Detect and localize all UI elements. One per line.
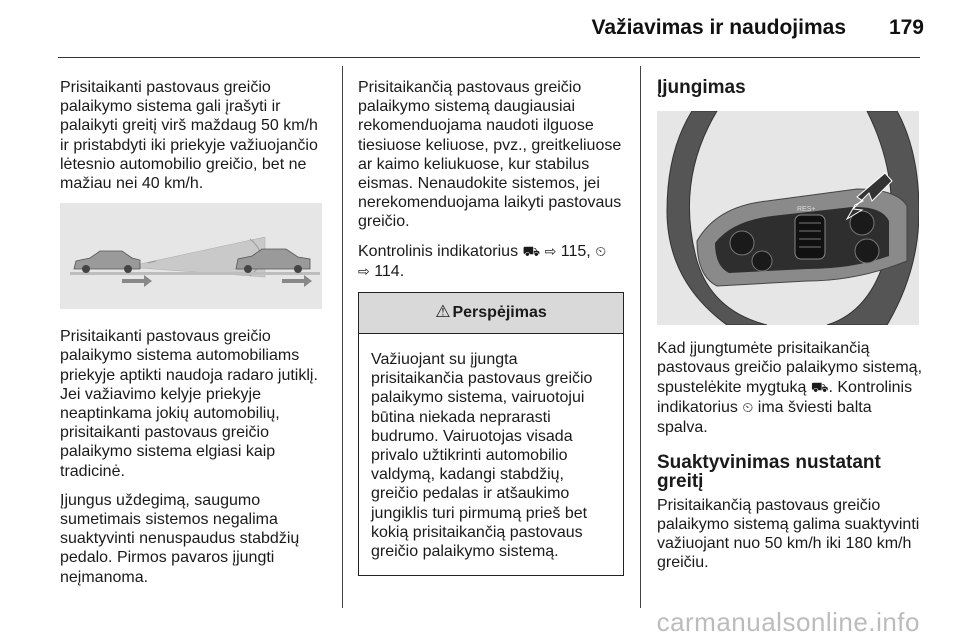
cruise-control-icon: ⏲ [742, 399, 754, 416]
paragraph: Prisitaikanti pastovaus greičio palaikymo sistema automobiliams priekyje aptikti naudoja radaro jutiklį. Jei važiavimo kelyje priekyje neaptinkama jokių automobilių, prisitaikanti pastovaus greičio palaikymo sistema elgiasi kaip tradicinė. [60, 328, 318, 480]
section-heading: Įjungimas [657, 77, 746, 98]
paragraph: Prisitaikančią pastovaus greičio palaikymo sistemą daugiausiai rekomenduojama naudoti ilguose tiesiuose keliuose, pvz., greitkeliuose ar kaimo keliukuose, kur stabilus eismas. Nenaudokite sistemos, jei nerekomenduojama laikyti pastovaus greičio. [358, 79, 622, 231]
watermark: carmanualsonline.info [656, 607, 920, 637]
column-3 [657, 78, 925, 582]
page-number: 179 [888, 16, 924, 39]
paragraph: Prisitaikanti pastovaus greičio palaikymo sistema gali įrašyti ir palaikyti greitį virš maždaug 50 km/h ir pristabdyti iki priekyje važiuojančio lėtesnio automobilio greičio, bet ne mažiau nei 40 km/h. [60, 79, 318, 193]
cruise-control-icon: ⏲ [595, 243, 607, 260]
wheel-button-label: RES+ [797, 206, 816, 214]
steering-wheel-illustration [657, 111, 919, 325]
column-divider-1 [342, 66, 343, 608]
warning-header: ⚠ Perspėjimas [359, 293, 623, 334]
warning-body: Važiuojant su įjungta prisitaikančia pastovaus greičio palaikymo sistema, vairuotojui būtina niekada neprarasti budrumo. Vairuotojas visada privalo užtikrinti automobilio valdymą, kadangi stabdžių, greičio pedalas ir atšaukimo jungiklis turi pirmumą prieš bet kokią prisitaikančią pastovaus greičio palaikymo sistemą. [371, 351, 593, 561]
column-1 [60, 78, 328, 597]
header-rule [58, 57, 920, 58]
activation-paragraph: Kad įjungtumėte prisitaikančią pastovaus greičio palaikymo sistemą, spustelėkite mygtuką ⛟. Kontrolinis indikatorius ⏲ ima šviesti balta spalva. [657, 340, 923, 437]
subheading: Suaktyvinimas nustatant greitį [657, 452, 881, 493]
car-indicator-icon: ⛟ [522, 243, 541, 260]
indicator-paragraph: Kontrolinis indikatorius ⛟ ⇨ 115, ⏲ ⇨ 114. [358, 242, 607, 280]
warning-triangle-icon: ⚠ [435, 302, 451, 323]
paragraph: Prisitaikančią pastovaus greičio palaikymo sistemą galima suaktyvinti važiuojant nuo 50 km/h iki 180 km/h greičiu. [657, 496, 920, 572]
page-reference-icon: ⇨ [544, 243, 557, 260]
radar-illustration [60, 203, 322, 309]
column-2 [358, 78, 626, 576]
warning-box [358, 292, 624, 576]
page-reference-icon: ⇨ [358, 263, 370, 280]
paragraph: Įjungus uždegimą, saugumo sumetimais sistemos negalima suaktyvinti nenuspaudus stabdžių pedalo. Pirmos pavaros įjungti neįmanoma. [60, 491, 300, 586]
acc-button-icon: ⛟ [810, 379, 829, 396]
header-title: Važiavimas ir naudojimas [591, 16, 846, 39]
column-divider-2 [640, 66, 641, 608]
